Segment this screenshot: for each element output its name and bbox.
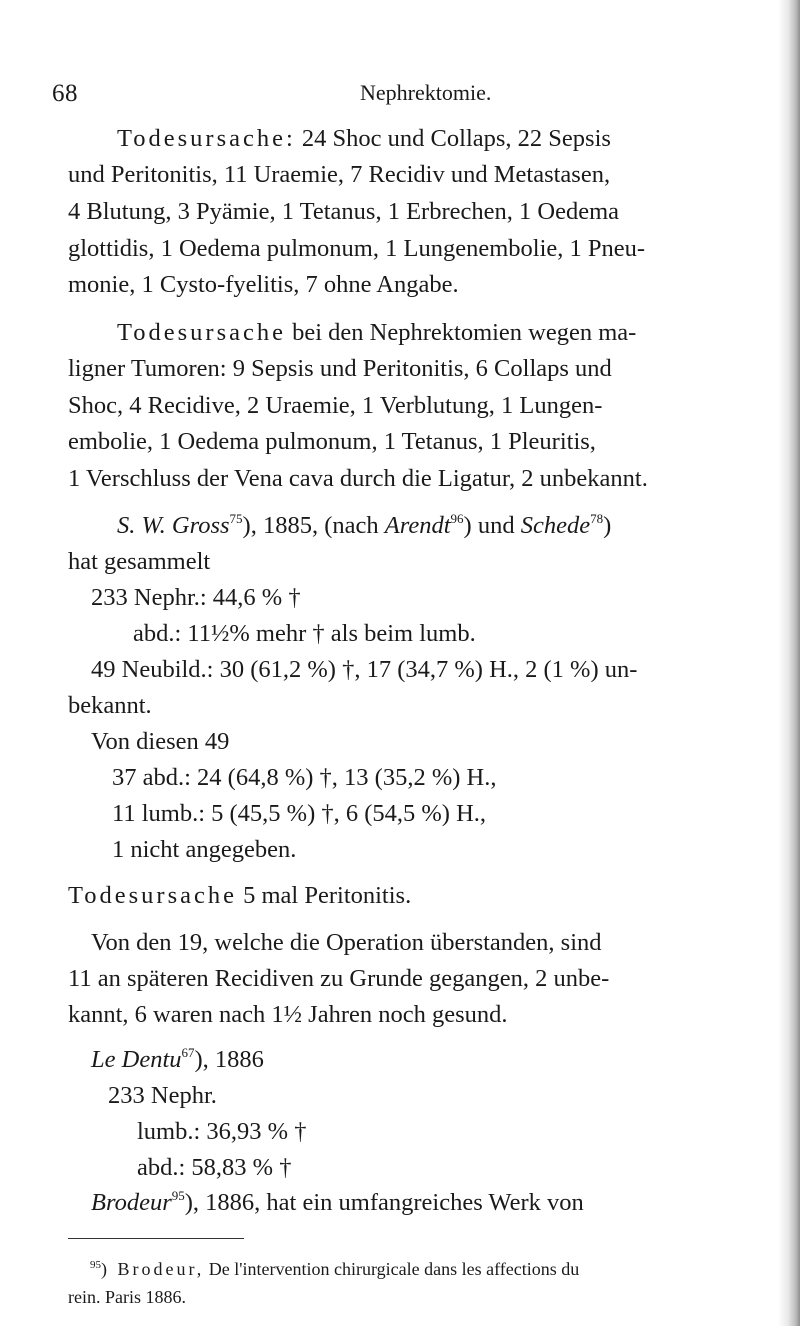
text-line-16: bekannt. [68, 692, 152, 719]
reference-number: 75 [229, 511, 243, 526]
text-line-23: 11 an späteren Recidiven zu Grunde gegangen, 2 unbe- [68, 965, 610, 992]
footnote-line-1: $^{95}$) Brodeur, De l'intervention chirurgicale dans les affections du [90, 1259, 580, 1279]
reference-number: 95 [171, 1188, 185, 1203]
text-line-13: 233 Nephr.: 44,6 % † [91, 584, 301, 611]
text-line-27: lumb.: 36,93 % † [137, 1118, 307, 1145]
text-line-5: monie, 1 Cysto-fyelitis, 7 ohne Angabe. [68, 271, 459, 298]
text-line-1: Todesursache: 24 Shoc und Collaps, 22 Sepsis [117, 125, 611, 152]
text-line-29: Brodeur$^{95}$), 1886, hat ein umfangreiches Werk von [91, 1188, 584, 1216]
page-edge-shadow [778, 0, 800, 1326]
text-line-22: Von den 19, welche die Operation überstanden, sind [91, 929, 602, 956]
text-line-9: embolie, 1 Oedema pulmonum, 1 Tetanus, 1 Pleuritis, [68, 428, 596, 455]
text-line-6: Todesursache bei den Nephrektomien wegen ma- [117, 319, 637, 346]
reference-number: 67 [181, 1045, 195, 1060]
text-line-26: 233 Nephr. [108, 1082, 217, 1109]
author-name: Brodeur [91, 1189, 172, 1216]
text-line-15: 49 Neubild.: 30 (61,2 %) †, 17 (34,7 %) H., 2 (1 %) un- [91, 656, 638, 683]
text-line-10: 1 Verschluss der Vena cava durch die Ligatur, 2 unbekannt. [68, 465, 648, 492]
text-line-2: und Peritonitis, 11 Uraemie, 7 Recidiv und Metastasen, [68, 161, 611, 188]
text-line-24: kannt, 6 waren nach 1½ Jahren noch gesund. [68, 1001, 508, 1028]
text-line-17: Von diesen 49 [91, 728, 230, 755]
text-line-14: abd.: 11½% mehr † als beim lumb. [133, 620, 476, 647]
author-name: Le Dentu [91, 1046, 182, 1073]
text-line-7: ligner Tumoren: 9 Sepsis und Peritonitis, 6 Collaps und [68, 355, 612, 382]
footnote-line-2: rein. Paris 1886. [68, 1287, 186, 1307]
author-name: Schede [520, 512, 591, 539]
section-label: Todesursache [68, 882, 237, 909]
text-line-18: 37 abd.: 24 (64,8 %) †, 13 (35,2 %) H., [112, 764, 497, 791]
text-line-25: Le Dentu$^{67}$), 1886 [91, 1045, 264, 1073]
text-line-4: glottidis, 1 Oedema pulmonum, 1 Lungenembolie, 1 Pneu- [68, 235, 646, 262]
footnote-author: ) Brodeur, [101, 1259, 205, 1279]
running-title: Nephrektomie. [360, 80, 492, 105]
text-line-28: abd.: 58,83 % † [137, 1154, 292, 1181]
text-line-21: Todesursache 5 mal Peritonitis. [68, 882, 412, 909]
text-line-3: 4 Blutung, 3 Pyämie, 1 Tetanus, 1 Erbrechen, 1 Oedema [68, 198, 619, 225]
section-label: Todesursache: [117, 125, 296, 152]
text-line-11: S. W. Gross$^{75}$), 1885, (nach Arendt$^{96}$) und Schede$^{78}$) [117, 511, 612, 539]
author-name: Arendt [384, 512, 451, 539]
page-number: 68 [52, 80, 78, 107]
footnote-number: 95 [90, 1259, 101, 1271]
section-label: Todesursache [117, 319, 286, 346]
footnote-rule [68, 1238, 244, 1239]
text-line-8: Shoc, 4 Recidive, 2 Uraemie, 1 Verblutung, 1 Lungen- [68, 392, 603, 419]
author-name: S. W. Gross [117, 512, 230, 539]
reference-number: 96 [450, 511, 464, 526]
reference-number: 78 [590, 511, 604, 526]
text-line-19: 11 lumb.: 5 (45,5 %) †, 6 (54,5 %) H., [112, 800, 487, 827]
text-line-20: 1 nicht angegeben. [112, 836, 297, 863]
text-line-12: hat gesammelt [68, 548, 211, 575]
